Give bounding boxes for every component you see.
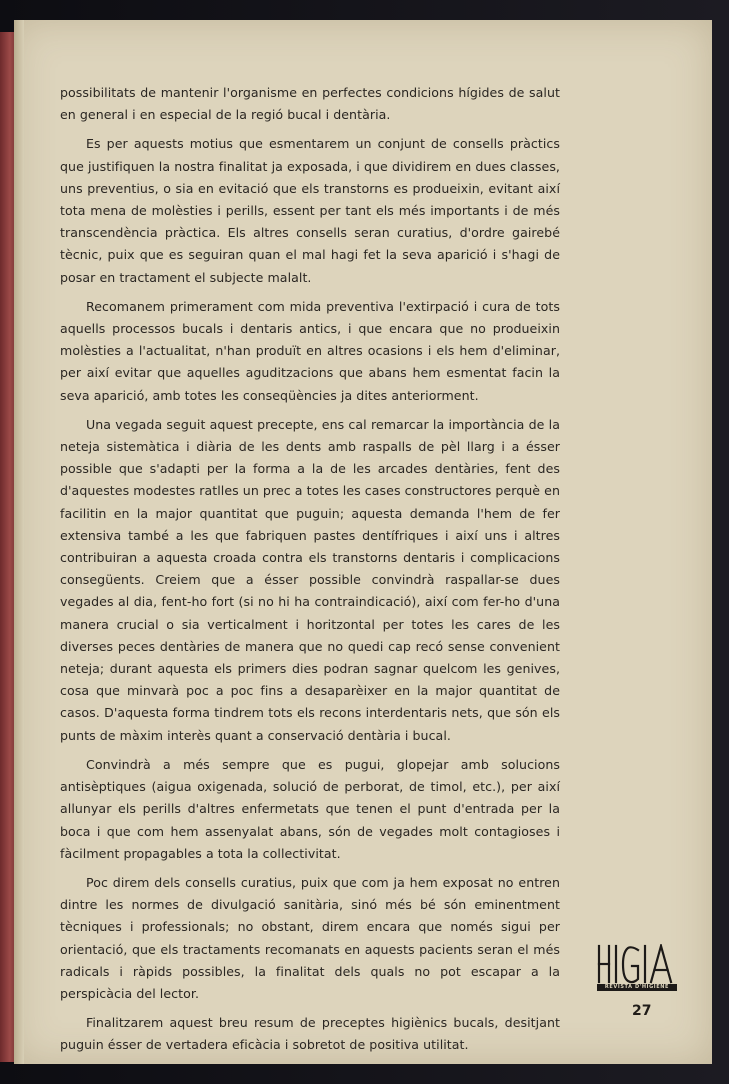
page-gutter-edge — [14, 20, 24, 1064]
higia-logo-subtitle: REVISTA D'HIGIENE — [597, 984, 677, 991]
paragraph-4: Una vegada seguit aquest precepte, ens cal remarcar la importància de la neteja sistemàtica i diària de les dents amb raspalls de pèl llarg i a ésser possible que s'adapti per la forma a la de les arcades dentàries, fent des d'aquestes modestes ratlles un prec a totes les cases constructores perquè en facilitin en la major quantitat que puguin; aquesta demanda l'hem de fer extensiva també a les que fabriquen pastes dentífriques i així uns i altres contribuiran a aquesta croada contra els transtorns dentaris i complicacions consegüents. Creiem que a ésser possible convindrà raspallar-se dues vegades al dia, fent-ho fort (si no hi ha contraindicació), així com fer-ho d'una manera crucial o sia verticalment i horitzontal per totes les cares de les diverses peces dentàries de manera que no quedi cap recó sense convenient neteja; durant aquesta els primers dies podran sagnar quelcom les genives, cosa que minvarà poc a poc fins a desaparèixer en la major quantitat de casos. D'aquesta forma tindrem tots els recons interdentaris nets, que són els punts de màxim interès quant a conservació dentària i bucal. — [60, 416, 560, 743]
paragraph-6: Poc direm dels consells curatius, puix que com ja hem exposat no entren dintre les normes de divulgació sanitària, sinó més bé són eminentment tècniques i professionals; no obstant, direm encara que només sigui per orientació, que els tractaments recomanats en aquests pacients seran el més radicals i ràpids possibles, la finalitat dels quals no pot escapar a la perspicàcia del lector. — [60, 874, 560, 1001]
article-body — [60, 82, 560, 1064]
higia-logo-wordmark — [596, 944, 678, 984]
paragraph-5: Convindrà a més sempre que es pugui, glopejar amb solucions antisèptiques (aigua oxigenada, solució de perborat, de timol, etc.), per així allunyar els perills d'altres enfermetats que tenen el punt d'entrada per la boca i que com hem assenyalat abans, són de vegades molt contagioses i fàcilment propagables a tota la collectivitat. — [60, 756, 560, 861]
paragraph-3: Recomanem primerament com mida preventiva l'extirpació i cura de tots aquells processos bucals i dentaris antics, i que encara que no produeixin molèsties a l'actualitat, n'han produït en altres ocasions i els hem d'eliminar, per així evitar que aquelles aguditzacions que abans hem esmentat facin la seva aparició, amb totes les conseqüències ja dites anteriorment. — [60, 298, 560, 403]
paragraph-1: possibilitats de mantenir l'organisme en perfectes condicions hígides de salut en general i en especial de la regió bucal i dentària. — [60, 85, 560, 123]
paragraph-7: Finalitzarem aquest breu resum de preceptes higiènics bucals, desitjant puguin ésser de vertadera eficàcia i sobretot de positiva utilitat. — [60, 1015, 560, 1053]
paragraph-2: Es per aquests motius que esmentarem un conjunt de consells pràctics que justifiquen la nostra finalitat ja exposada, i que dividirem en dues classes, uns preventius, o sia en evitació que els transtorns es produeixin, evitant així tota mena de molèsties i perills, essent per tant els més importants i de més transcendència pràctica. Els altres consells seran curatius, d'ordre gairebé tècnic, puix que es seguiran quan el mal hagi fet la seva aparició i s'hagi de posar en tractament el subjecte malalt. — [60, 136, 560, 285]
page-number: 27 — [632, 1003, 652, 1019]
